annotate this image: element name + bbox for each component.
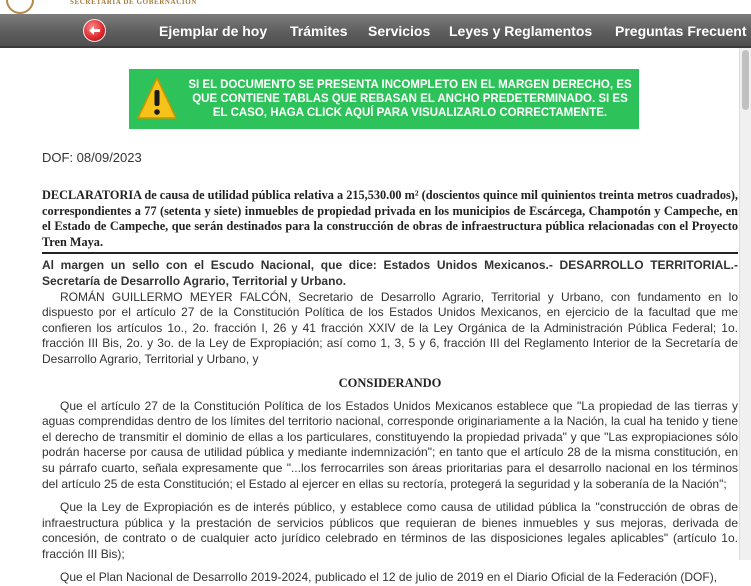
nav-leyes-y-reglamentos[interactable]: Leyes y Reglamentos <box>449 23 593 39</box>
vertical-scrollbar[interactable] <box>739 48 751 560</box>
considerando-heading: CONSIDERANDO <box>338 375 442 390</box>
seal-icon <box>6 0 34 14</box>
title-divider <box>42 252 738 254</box>
considerando-paragraph-1: Que el artículo 27 de la Constitución Política de los Estados Unidos Mexicanos establece que "La propiedad de las tierras y aguas comprendidas dentro de los límites del territorio nacional, corresponde originariamente a la Nación, la cual ha tenido y tiene el derecho de transmitir el dominio de ellas a los particulares, constituyendo la propiedad privada" y que "Las expropiaciones sólo podrán hacerse por causa de utilidad pública y mediante indemnización"; en tanto que el artículo 28 de la misma constitución, en su párrafo cuarto, señala expresamente que "...los ferrocarriles son áreas prioritarias para el desarrollo nacional en los términos del artículo 25 de esta Constitución; el Estado al ejercer en ellas su rectoría, protegerá la seguridad y la soberanía de la Nación"; <box>42 398 738 491</box>
intro-paragraph: ROMÁN GUILLERMO MEYER FALCÓN, Secretario de Desarrollo Agrario, Territorial y Urbano, con fundamento en lo dispuesto por el artículo 27 de la Constitución Política de los Estados Unidos Mexicanos, en ejercicio de la facultad que me confieren los artículos 1o., 2o. fracción I, 26 y 41 fracción XXIV de la Ley Orgánica de la Administración Pública Federal; 1o. fracción III Bis, 2o. y 3o. de la Ley de Expropiación; así como 1, 3, 5 y 6, fracción III del Reglamento Interior de la Secretaría de Desarrollo Agrario, Territorial y Urbano, y <box>42 289 738 366</box>
nav-ejemplar-de-hoy[interactable]: Ejemplar de hoy <box>159 23 268 39</box>
considerando-paragraph-2: Que la Ley de Expropiación es de interés público, y establece como causa de utilidad pública la "construcción de obras de infraestructura pública y la prestación de servicios públicos que requieran de bienes inmuebles y sus mejoras, derivada de concesión, de contrato o de cualquier acto jurídico celebrado en términos de las disposiciones legales aplicables" (artículo 1o. fracción III Bis); <box>42 500 738 561</box>
declaratoria-title: DECLARATORIA de causa de utilidad pública relativa a 215,530.00 m² (doscientos quince mil quinientos treinta metros cuadrados), correspondientes a 77 (setenta y siete) inmuebles de propiedad privada en los municipios de Escárcega, Champotón y Campeche, en el Estado de Campeche, que serán destinados para la construcción de obras de infraestructura pública relacionadas con el Proyecto Tren Maya. <box>42 188 738 249</box>
main-navbar <box>0 14 751 48</box>
warning-icon <box>135 74 179 122</box>
nav-servicios[interactable]: Servicios <box>368 23 431 39</box>
scrollbar-thumb[interactable] <box>742 50 749 110</box>
nav-preguntas-frecuentes[interactable]: Preguntas Frecuent <box>615 23 747 39</box>
document-body <box>42 150 738 586</box>
dof-date: DOF: 08/09/2023 <box>42 150 142 165</box>
sello-paragraph: Al margen un sello con el Escudo Nacional, que dice: Estados Unidos Mexicanos.- DESARROLLO TERRITORIAL.- Secretaría de Desarrollo Agrario, Territorial y Urbano. <box>42 258 738 288</box>
incomplete-document-banner[interactable] <box>129 69 639 129</box>
considerando-paragraph-3: Que el Plan Nacional de Desarrollo 2019-2024, publicado el 12 de julio de 2019 en el Diario Oficial de la Federación (DOF), <box>60 570 718 585</box>
back-arrow-icon <box>88 24 101 37</box>
nav-tramites[interactable]: Trámites <box>290 23 348 39</box>
banner-message: SI EL DOCUMENTO SE PRESENTA INCOMPLETO EN EL MARGEN DERECHO, ES QUE CONTIENE TABLAS QUE REBASAN EL ANCHO PREDETERMINADO. SI ES EL CASO, HAGA CLICK AQUÍ PARA VISUALIZARLO CORRECTAMENTE. <box>188 79 632 119</box>
header-logo-strip <box>0 0 751 14</box>
back-button[interactable] <box>83 19 106 42</box>
secretaria-label: SECRETARIA DE GOBERNACION <box>70 0 197 6</box>
